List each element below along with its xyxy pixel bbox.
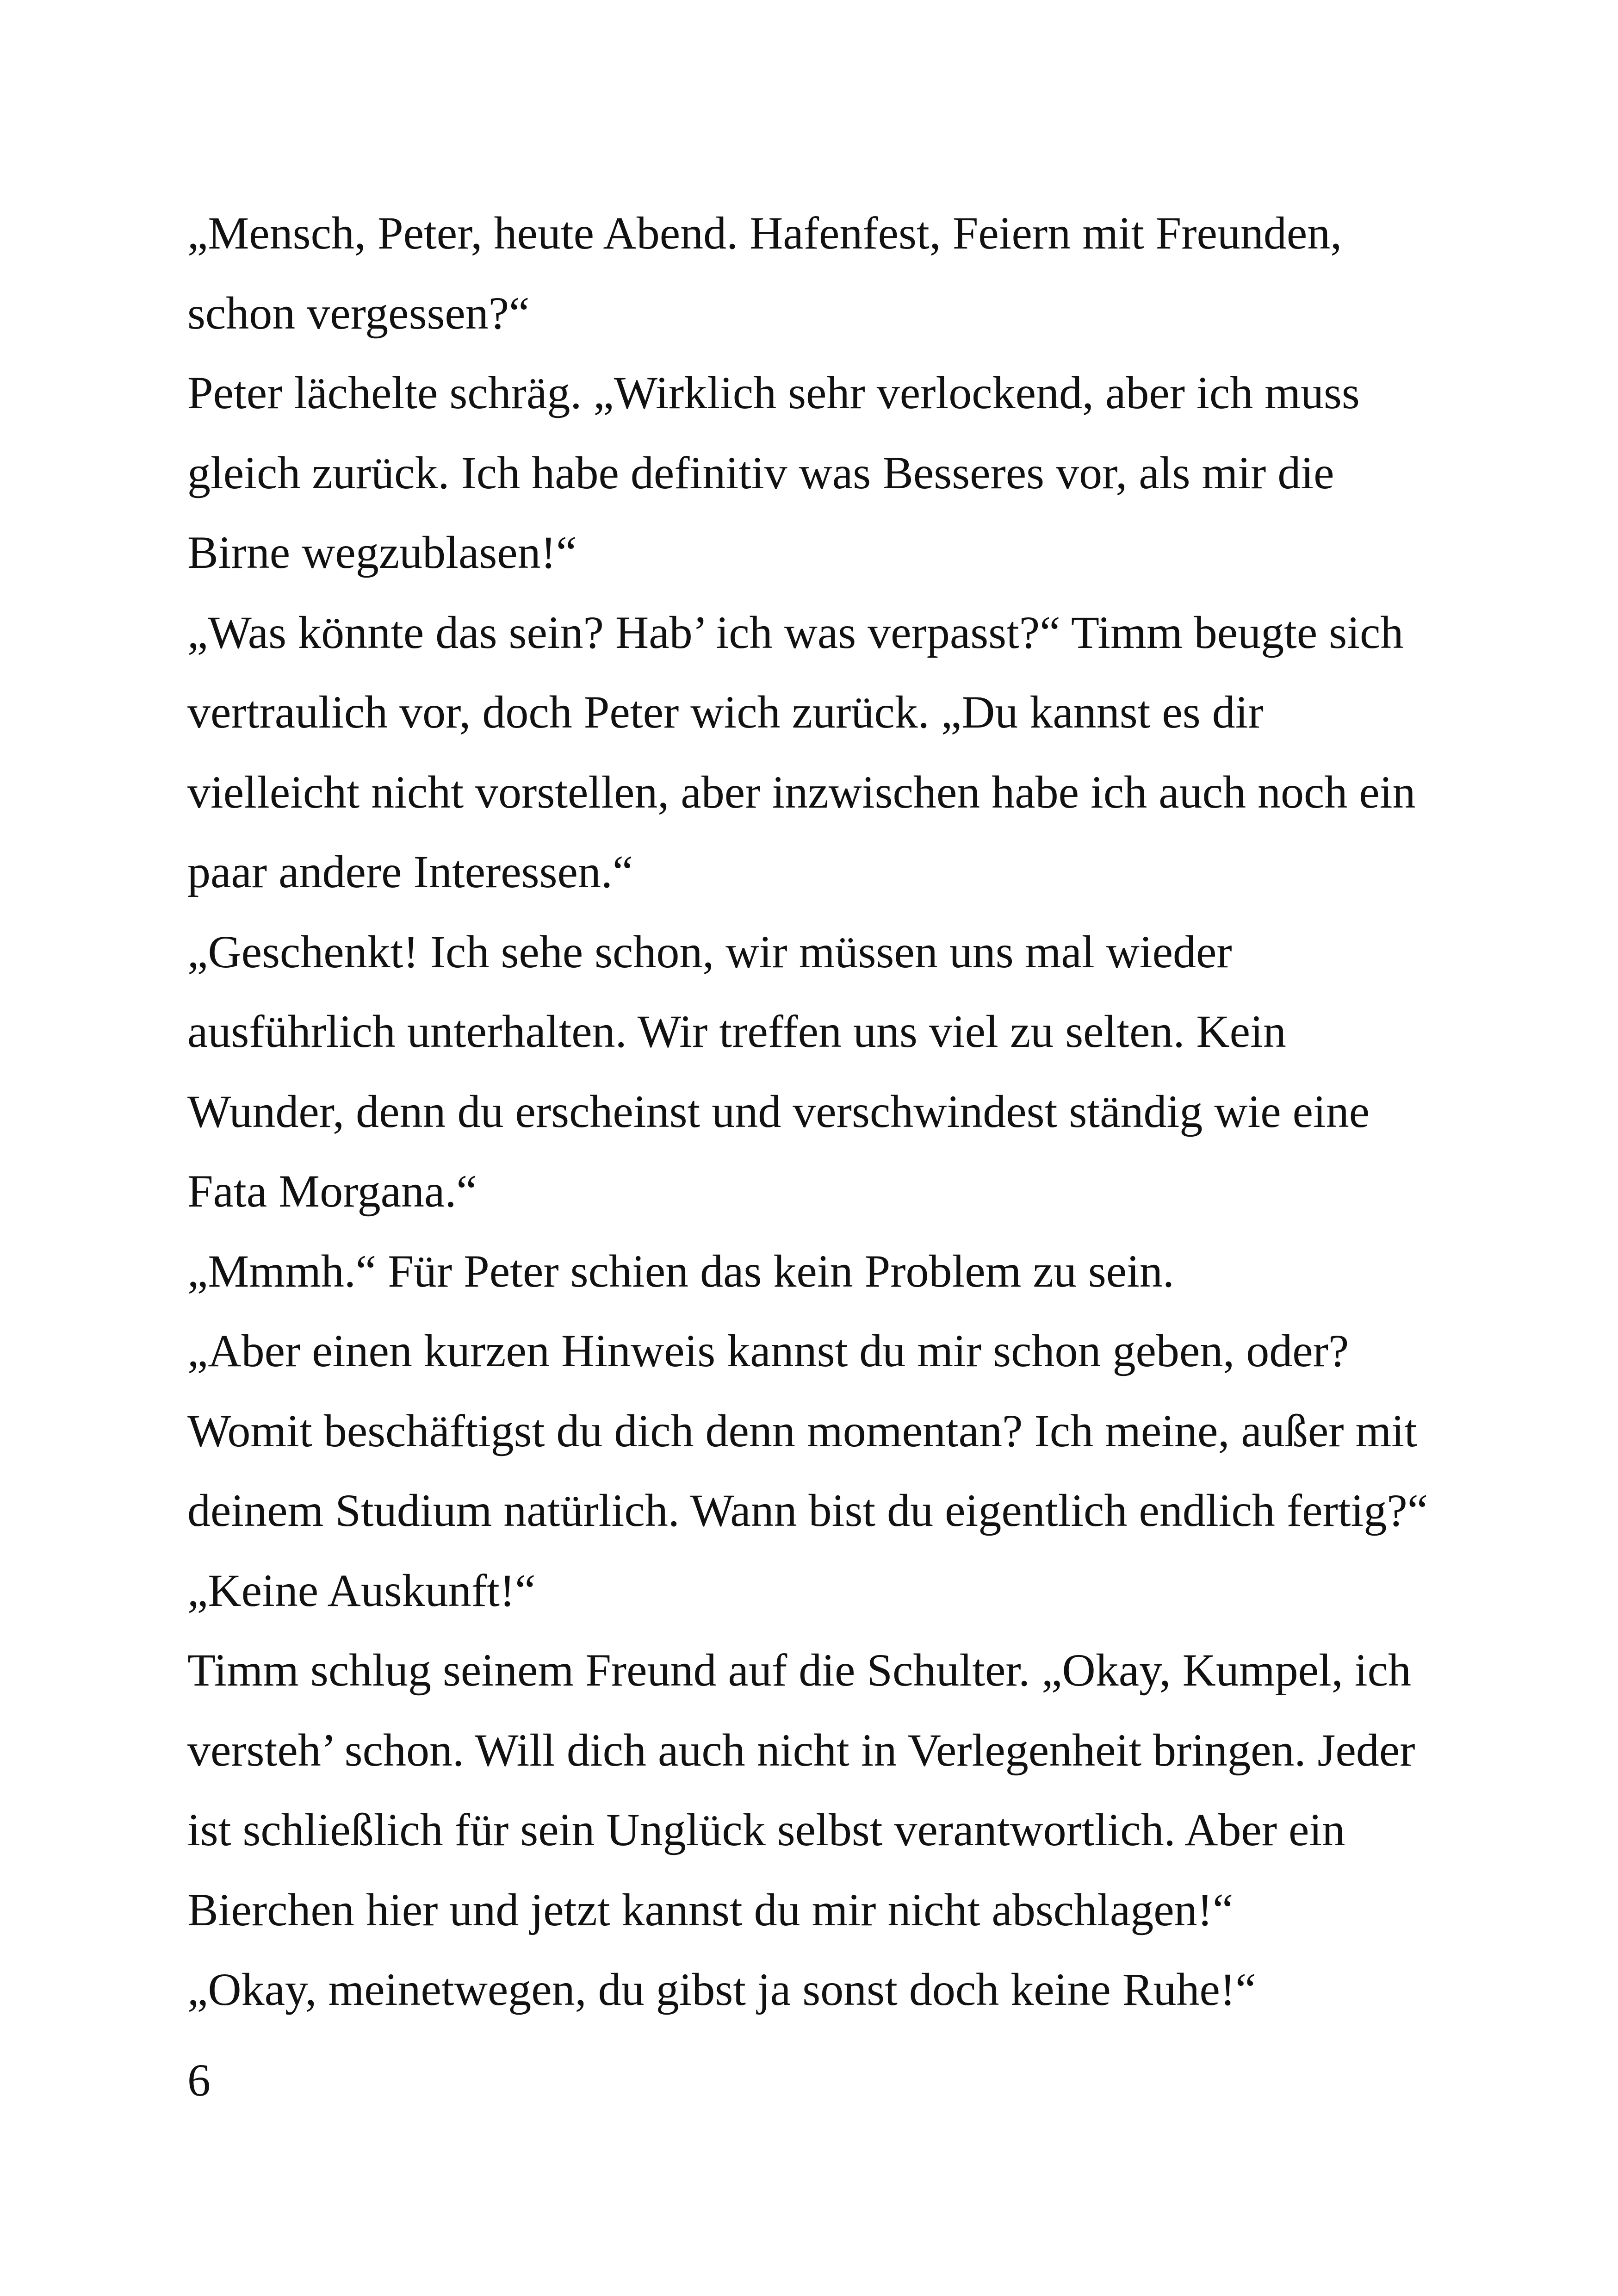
text-line: „Geschenkt! Ich sehe schon, wir müssen uns mal wieder — [187, 926, 1232, 977]
text-line: Timm schlug seinem Freund auf die Schulter. „Okay, Kumpel, ich — [187, 1644, 1411, 1696]
text-line: paar andere Interessen.“ — [187, 846, 633, 897]
page-number: 6 — [187, 2054, 211, 2106]
text-line: „Aber einen kurzen Hinweis kannst du mir schon geben, oder? — [187, 1325, 1349, 1376]
body-text — [187, 193, 1464, 2030]
text-line: Wunder, denn du erscheinst und verschwindest ständig wie eine — [187, 1085, 1370, 1137]
text-line: versteh’ schon. Will dich auch nicht in Verlegenheit bringen. Jeder — [187, 1724, 1415, 1776]
text-line: „Keine Auskunft!“ — [187, 1564, 536, 1616]
text-line: vertraulich vor, doch Peter wich zurück. „Du kannst es dir — [187, 686, 1264, 738]
text-line: „Mensch, Peter, heute Abend. Hafenfest, Feiern mit Freunden, — [187, 207, 1342, 259]
text-line: „Mmmh.“ Für Peter schien das kein Problem zu sein. — [187, 1245, 1174, 1297]
text-line: schon vergessen?“ — [187, 287, 530, 339]
text-line: „Okay, meinetwegen, du gibst ja sonst doch keine Ruhe!“ — [187, 1964, 1256, 2015]
text-line: ist schließlich für sein Unglück selbst verantwortlich. Aber ein — [187, 1804, 1345, 1855]
text-line: vielleicht nicht vorstellen, aber inzwischen habe ich auch noch ein — [187, 766, 1416, 818]
text-line: Fata Morgana.“ — [187, 1165, 477, 1217]
text-line: ausführlich unterhalten. Wir treffen uns viel zu selten. Kein — [187, 1006, 1286, 1057]
text-line: gleich zurück. Ich habe definitiv was Besseres vor, als mir die — [187, 447, 1334, 498]
text-line: „Was könnte das sein? Hab’ ich was verpasst?“ Timm beugte sich — [187, 606, 1404, 658]
text-line: Birne wegzublasen!“ — [187, 527, 577, 578]
text-line: deinem Studium natürlich. Wann bist du eigentlich endlich fertig?“ — [187, 1485, 1428, 1536]
text-line: Bierchen hier und jetzt kannst du mir nicht abschlagen!“ — [187, 1884, 1234, 1935]
text-line: Womit beschäftigst du dich denn momentan? Ich meine, außer mit — [187, 1405, 1417, 1456]
text-line: Peter lächelte schräg. „Wirklich sehr verlockend, aber ich muss — [187, 367, 1360, 418]
